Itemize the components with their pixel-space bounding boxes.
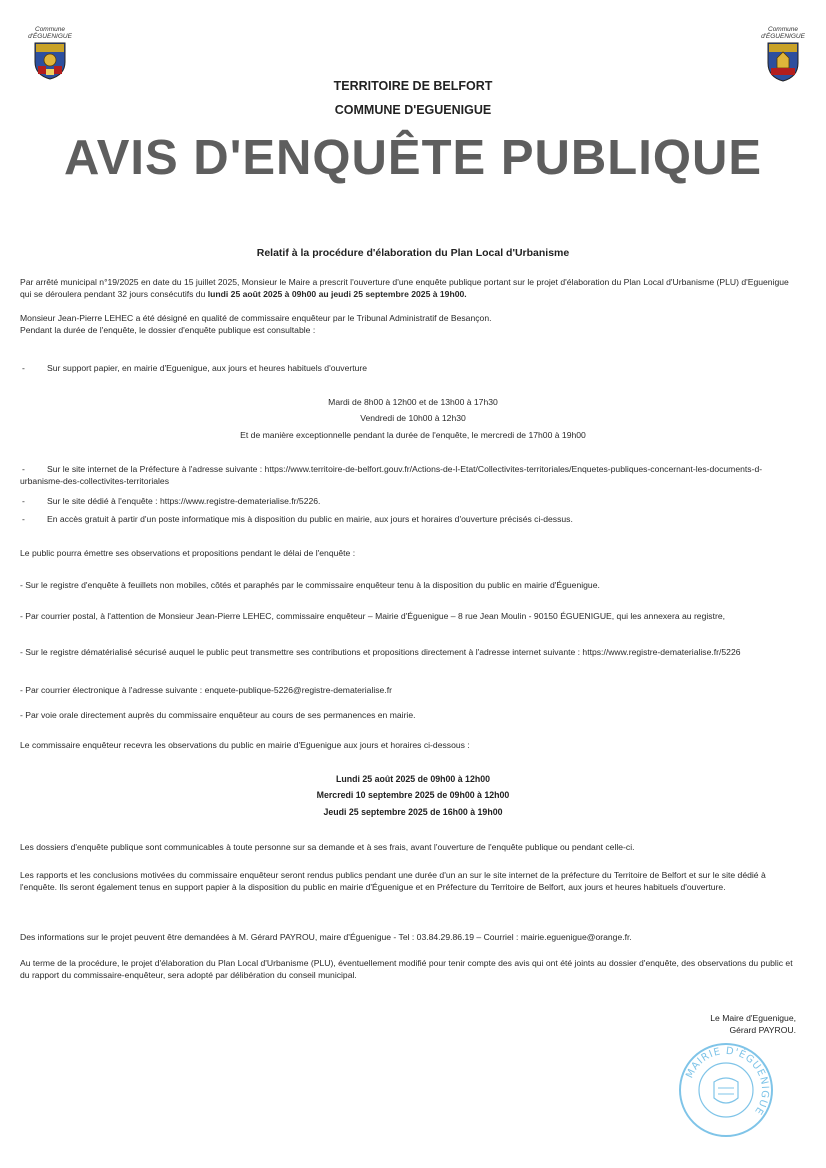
- crest-caption-1: Commune: [768, 26, 798, 33]
- crest-right: [752, 26, 814, 82]
- observations-intro: Le public pourra émettre ses observations et propositions pendant le délai de l'enquête :: [20, 548, 356, 558]
- recevra-paragraph: Le commissaire enquêteur recevra les observations du public en mairie d'Eguenigue aux jours et horaires ci-dessous :: [20, 740, 470, 750]
- territory-heading: TERRITOIRE DE BELFORT: [333, 79, 493, 93]
- signature-name: Gérard PAYROU.: [729, 1025, 796, 1035]
- signature-title: Le Maire d'Eguenigue,: [710, 1013, 796, 1023]
- hours-line: Et de manière exceptionnelle pendant la durée de l'enquête, le mercredi de 17h00 à 19h00: [240, 430, 586, 440]
- crest-caption-1: Commune: [35, 26, 65, 33]
- commune-heading: COMMUNE D'EGUENIGUE: [334, 103, 492, 117]
- bullet-dash: -: [22, 464, 25, 474]
- bullet-dash: -: [22, 514, 25, 524]
- closing-paragraph: Les dossiers d'enquête publique sont communicables à toute personne sur sa demande et à ses frais, avant l'ouverture de l'enquête publique ou pendant celle-ci.: [20, 842, 635, 852]
- observation-item: - Par voie orale directement auprès du commissaire enquêteur au cours de ses permanences en mairie.: [20, 710, 416, 720]
- coat-of-arms-icon: [767, 42, 799, 82]
- crest-left: [22, 26, 78, 80]
- intro-paragraph: [20, 276, 802, 300]
- observation-item: - Par courrier postal, à l'attention de Monsieur Jean-Pierre LEHEC, commissaire enquêteur – Mairie d'Éguenigue – 8 rue Jean Moulin - 90150 ÉGUENIGUE, qui les annexera au registre,: [20, 611, 725, 621]
- consult-item-website: Sur le site dédié à l'enquête : https://www.registre-dematerialise.fr/5226.: [47, 496, 321, 506]
- intro-dates: lundi 25 août 2025 à 09h00 au jeudi 25 septembre 2025 à 19h00.: [207, 289, 467, 299]
- closing-paragraph: Les rapports et les conclusions motivées du commissaire enquêteur seront rendus publics pendant une durée d'un an sur le site internet de la préfecture du Territoire de Belfort et sur le site dédié à l'enquête. Ils seront également tenus en support papier à la disposition du public en mairie d'Éguenigue et en Préfecture du Territoire de Belfort, aux jours et heures habituels d'ouverture.: [20, 870, 766, 892]
- subtitle: Relatif à la procédure d'élaboration du Plan Local d'Urbanisme: [256, 247, 570, 259]
- observation-item: - Sur le registre dématérialisé sécurisé auquel le public peut transmettre ses contributions et propositions directement à l'adresse internet suivante : https://www.registre-dematerialise.fr/5226: [20, 647, 741, 657]
- hours-line: Mardi de 8h00 à 12h00 et de 13h00 à 17h30: [328, 397, 498, 407]
- intro-text: Par arrêté municipal n°19/2025 en date du 15 juillet 2025, Monsieur le Maire a prescrit l'ouverture d'une enquête publique portant sur le projet d'élaboration du Plan Local d'Urbanisme (PLU) d'Eguenigue qui se déroulera pendant 32 jours consécutifs du: [20, 277, 789, 299]
- closing-paragraph: Au terme de la procédure, le projet d'élaboration du Plan Local d'Urbanisme (PLU), éventuellement modifié pour tenir compte des avis qui ont été joints au dossier d'enquête, des observations du public et du rapport du commissaire-enquêteur, sera adopté par délibération du conseil municipal.: [20, 958, 793, 980]
- permanence-date: Jeudi 25 septembre 2025 de 16h00 à 19h00: [323, 807, 503, 817]
- consult-item-prefecture: Sur le site internet de la Préfecture à l'adresse suivante : https://www.territoire-de-belfort.gouv.fr/Actions-de-l-Etat/Collectivites-territoriales/Enquetes-publiques-concernant-les-documents-d-urbanisme-des-collectivites-territoriales: [20, 464, 763, 486]
- commissioner-paragraph: Monsieur Jean-Pierre LEHEC a été désigné en qualité de commissaire enquêteur par le Tribunal Administratif de Besançon.: [20, 313, 492, 323]
- consultable-paragraph: Pendant la durée de l'enquête, le dossier d'enquête publique est consultable :: [20, 325, 316, 335]
- closing-paragraph: Des informations sur le projet peuvent être demandées à M. Gérard PAYROU, maire d'Éguenigue - Tel : 03.84.29.86.19 – Courriel : mairie.eguenigue@orange.fr.: [20, 932, 632, 942]
- hours-line: Vendredi de 10h00 à 12h30: [360, 413, 466, 423]
- consult-item-paper: Sur support papier, en mairie d'Eguenigue, aux jours et heures habituels d'ouverture: [47, 363, 368, 373]
- observation-item: - Par courrier électronique à l'adresse suivante : enquete-publique-5226@registre-dematerialise.fr: [20, 685, 392, 695]
- svg-text:MAIRIE D'ÉGUENIGUE: MAIRIE D'ÉGUENIGUE: [684, 1045, 771, 1117]
- coat-of-arms-icon: [34, 42, 66, 80]
- bullet-dash: -: [22, 496, 25, 506]
- page-title: AVIS D'ENQUÊTE PUBLIQUE: [63, 131, 763, 185]
- town-hall-stamp-icon: [676, 1040, 776, 1140]
- permanence-date: Mercredi 10 septembre 2025 de 09h00 à 12h00: [316, 790, 510, 800]
- crest-caption-2: d'ÉGUENIGUE: [28, 33, 72, 40]
- crest-caption-2: d'ÉGUENIGUE: [761, 33, 805, 40]
- consult-item-computer: En accès gratuit à partir d'un poste informatique mis à disposition du public en mairie, aux jours et horaires d'ouverture précisés ci-dessus.: [47, 514, 573, 524]
- observation-item: - Sur le registre d'enquête à feuillets non mobiles, côtés et paraphés par le commissaire enquêteur tenu à la disposition du public en mairie d'Éguenigue.: [20, 580, 600, 590]
- signature-block: [710, 1012, 796, 1036]
- bullet-dash: -: [22, 363, 25, 373]
- permanence-date: Lundi 25 août 2025 de 09h00 à 12h00: [335, 774, 490, 784]
